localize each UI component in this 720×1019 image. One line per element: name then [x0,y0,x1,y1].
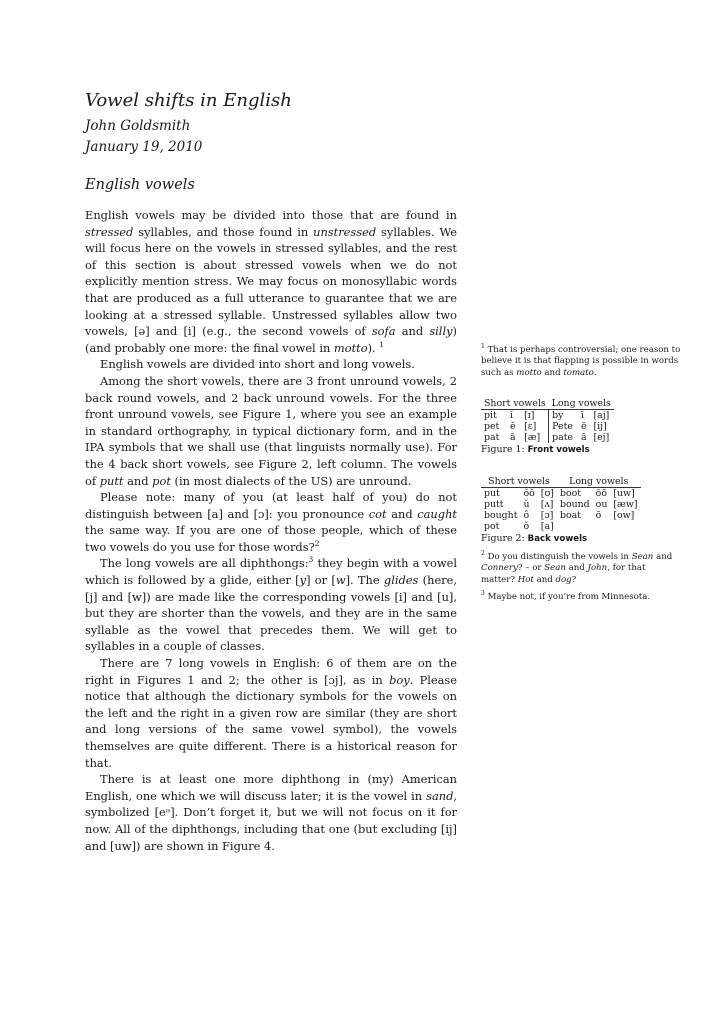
paragraph-4: Please note: many of you (at least half of you) do not distinguish between [a] and [ɔ]: you pronounce cot and caught the same way. If you are one of those people, which of these two vowels do you use for those words?$^2$ [85,490,457,554]
body-text [85,207,457,854]
figure-2-caption: Figure 2: Back vowels [481,533,588,544]
paragraph-7: There is at least one more diphthong in (my) American English, one which we will discuss later; it is the vowel in sand, symbolized [eᵊ]. Don’t forget it, but we will not focus on it for now. All of the diphthongs, including that one (but excluding [ij] and [uw]) are shown in Figure 4. [85,772,457,853]
table-row: pat ă [æ] pate ā [ej] [484,432,610,443]
table-row: bought ô [ɔ] boat ō [ow] [484,510,635,521]
figure-1-caption: Figure 1: Front vowels [481,444,590,455]
section-heading: English vowels [85,177,195,193]
paper-title: Vowel shifts in English [85,90,292,111]
table-header-row: Short vowels Long vowels [481,398,614,410]
paragraph-1: English vowels may be divided into those that are found in stressed syllables, and those found in unstressed syllables. We will focus here on the vowels in stressed syllables, and the rest of this section is about stressed vowels when we do not explicitly mention stress. We may focus on monosyllabic words that are produced as a full utterance to guarantee that we are looking at a stressed syllable. Unstressed syllables allow two vowels, [ə] and [i] (e.g., the second vowels of sofa and silly) (and probably one more: the final vowel in motto). $^1$ [85,208,457,355]
table-row: pit ĭ [ɪ] by ī [aj] [484,410,610,421]
table-row: putt ŭ [ʌ] bound ou [æw] [484,499,638,510]
paragraph-5: The long vowels are all diphthongs:$^3$ they begin with a vowel which is followed by a glide, either [y] or [w]. The glides (here, [j] and [w]) are made like the corresponding vowels [i] and [u], but they are shorter than the vowels, and they are in the same syllable as the vowel that precedes them. We will get to syllables in a couple of classes. [85,555,457,654]
author: John Goldsmith [85,118,191,134]
footnote-ref-3: 3 [308,555,314,565]
footnote-1: $^1$ That is perhaps controversial; one reason to believe it is that flapping is possible in words such as motto and tomato. [481,343,681,378]
table-row: pet ĕ [ɛ] Pete ē [ij] [484,421,607,432]
paragraph-6: There are 7 long vowels in English: 6 of them are on the right in Figures 1 and 2; the other is [ɔj], as in boy. Please notice that although the dictionary symbols for the vowels on the left and the right in a given row are similar (they are short and long versions of the same vowel symbol), the vowels themselves are quite different. There is a historical reason for that. [85,656,458,770]
paragraph-3: Among the short vowels, there are 3 front unround vowels, 2 back round vowels, and 2 back unround vowels. For the three front unround vowels, see Figure 1, where you see an example in standard orthography, in typical dictionary form, and in the IPA symbols that we shall use (that linguists normally use). For the 4 back short vowels, see Figure 2, left column. The vowels of putt and pot (in most dialects of the US) are unround. [85,373,457,488]
footnote-ref-1: 1 [379,339,385,349]
figure-2 [481,476,681,545]
footnote-3: $^3$ Maybe not, if you’re from Minnesota. [481,590,651,602]
footnote-ref-2: 2 [314,539,320,549]
paragraph-2: English vowels are divided into short and long vowels. [100,357,415,372]
table-header-row: Short vowels Long vowels [481,476,641,488]
front-vowels-table [481,398,614,443]
table-row: pot ŏ [a] [484,521,554,532]
figure-1 [481,398,681,456]
date: January 19, 2010 [85,139,203,155]
footnote-2: $^2$ Do you distinguish the vowels in Sean and Connery? – or Sean and John, for that matter? Hot and dog? [481,550,673,585]
back-vowels-table [481,476,641,532]
table-row: put ŏŏ [ʊ] boot ōō [uw] [484,488,635,499]
